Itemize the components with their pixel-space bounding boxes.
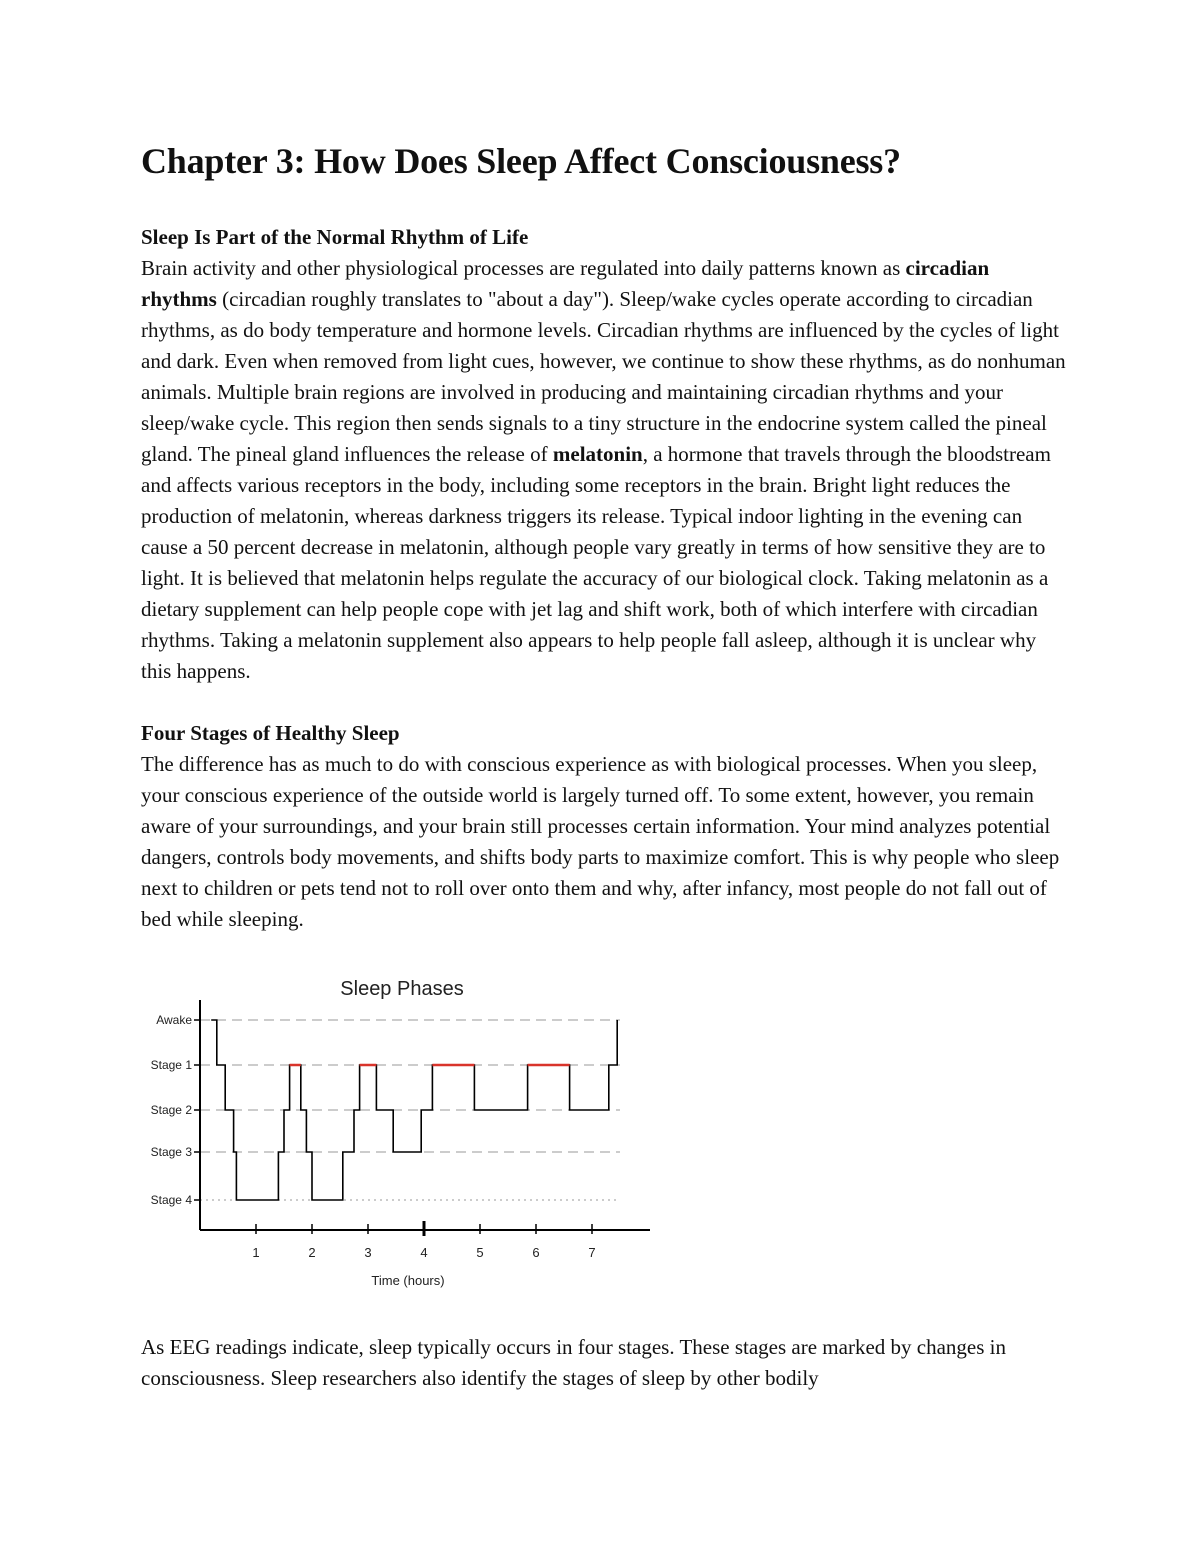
chart-title: Sleep Phases bbox=[340, 978, 464, 1000]
y-tick-label: Stage 1 bbox=[150, 1058, 192, 1072]
chapter-title: Chapter 3: How Does Sleep Affect Consciousness? bbox=[141, 141, 901, 181]
x-tick-label: 4 bbox=[420, 1245, 428, 1260]
text-run: (circadian roughly translates to "about a day"). Sleep/wake cycles operate according to circadian rhythms, as do body temperature and hormone levels. Circadian rhythms are influenced by the cycles of light and dark. Even when removed from light cues, however, we continue to show these rhythms, as do nonhuman animals. Multiple brain regions are involved in producing and maintaining circadian rhythms and your sleep/wake cycle. This region then sends signals to a tiny structure in the endocrine system called the pineal gland. The pineal gland influences the release of bbox=[141, 287, 1066, 466]
sleep-phases-chart bbox=[140, 970, 660, 1290]
x-axis-label: Time (hours) bbox=[371, 1273, 445, 1288]
y-tick-label: Stage 2 bbox=[150, 1103, 192, 1117]
text-run: , a hormone that travels through the bloodstream and affects various receptors in the body, including some receptors in the brain. Bright light reduces the production of melatonin, whereas darkness triggers its release. Typical indoor lighting in the evening can cause a 50 percent decrease in melatonin, although people vary greatly in terms of how sensitive they are to light. It is believed that melatonin helps regulate the accuracy of our biological clock. Taking melatonin as a dietary supplement can help people cope with jet lag and shift work, both of which interfere with circadian rhythms. Taking a melatonin supplement also appears to help people fall asleep, although it is unclear why this happens. bbox=[141, 442, 1051, 683]
x-tick-label: 5 bbox=[476, 1245, 484, 1260]
section-four-stages bbox=[141, 718, 1066, 935]
chart-svg bbox=[140, 970, 660, 1290]
term-melatonin: melatonin bbox=[552, 442, 643, 466]
text-run: Brain activity and other physiological processes are regulated into daily patterns known as bbox=[141, 256, 906, 280]
document-body bbox=[141, 138, 1066, 935]
term-circadian-rhythms: circadian rhythms bbox=[141, 256, 990, 311]
x-tick-label: 1 bbox=[252, 1245, 260, 1260]
paragraph-circadian bbox=[141, 253, 1066, 687]
y-tick-label: Stage 4 bbox=[150, 1193, 192, 1207]
section-heading-stages: Four Stages of Healthy Sleep bbox=[141, 721, 400, 745]
section-heading-rhythm: Sleep Is Part of the Normal Rhythm of Life bbox=[141, 225, 529, 249]
closing-section bbox=[141, 1332, 1066, 1394]
x-tick-label: 3 bbox=[364, 1245, 372, 1260]
paragraph-eeg: As EEG readings indicate, sleep typically occurs in four stages. These stages are marked by changes in consciousness. Sleep researchers also identify the stages of sleep by other bodily bbox=[141, 1335, 1006, 1390]
x-tick-label: 7 bbox=[588, 1245, 596, 1260]
y-tick-label: Stage 3 bbox=[150, 1145, 192, 1159]
x-tick-label: 6 bbox=[532, 1245, 540, 1260]
section-circadian bbox=[141, 222, 1066, 687]
y-tick-label: Awake bbox=[156, 1013, 192, 1027]
x-tick-label: 2 bbox=[308, 1245, 316, 1260]
paragraph-stages: The difference has as much to do with conscious experience as with biological processes. When you sleep, your conscious experience of the outside world is largely turned off. To some extent, however, you remain aware of your surroundings, and your brain still processes certain information. Your mind analyzes potential dangers, controls body movements, and shifts body parts to maximize comfort. This is why people who sleep next to children or pets tend not to roll over onto them and why, after infancy, most people do not fall out of bed while sleeping. bbox=[141, 752, 1060, 931]
